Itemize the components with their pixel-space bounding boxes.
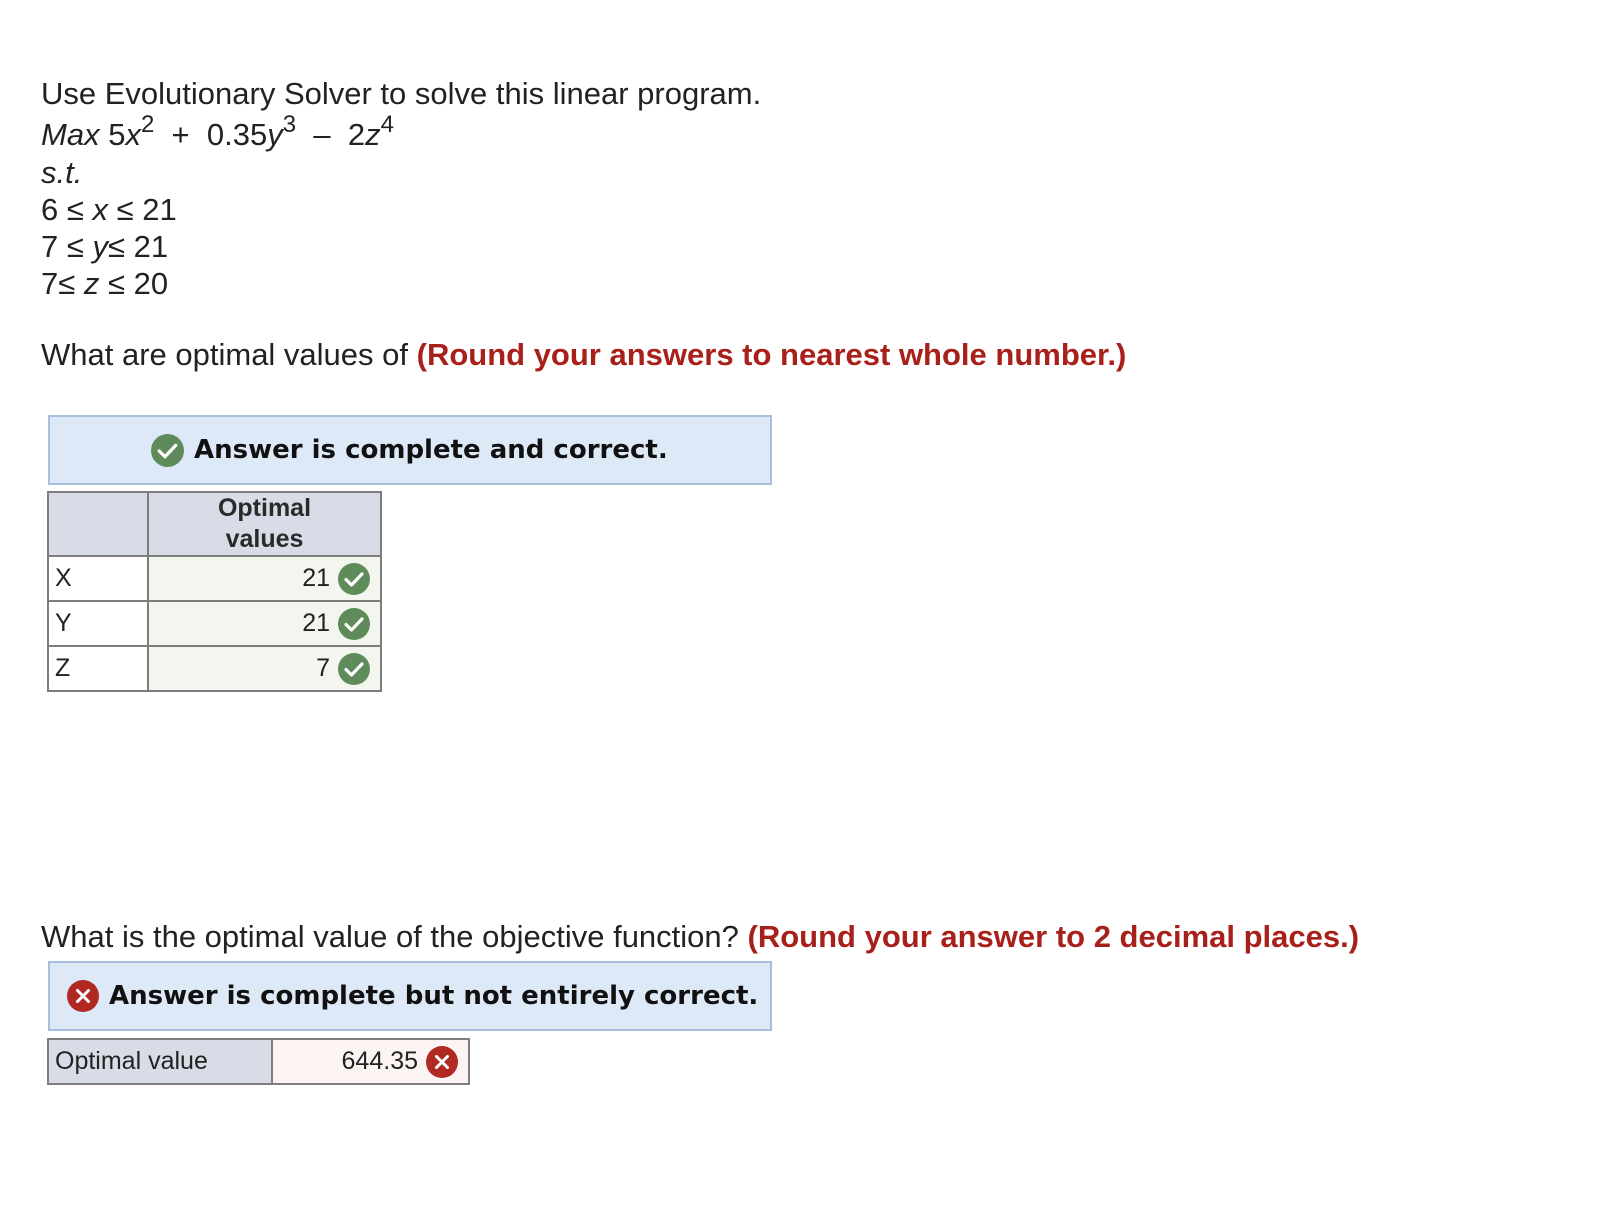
value-cell-y[interactable] (148, 601, 381, 646)
table-corner-cell (48, 492, 148, 556)
operator-plus: + (171, 117, 190, 152)
row-label-z: Z (48, 646, 148, 691)
operator-minus: – (313, 117, 331, 152)
table-row (48, 646, 381, 691)
row-label-y: Y (48, 601, 148, 646)
banner-1-text: Answer is complete and correct. (194, 435, 668, 465)
question-1-hint: (Round your answers to nearest whole number.) (416, 337, 1127, 372)
max-word: Max (41, 117, 100, 152)
question-1 (41, 336, 1126, 374)
result-banner-incorrect (48, 961, 772, 1031)
term-3: $2z^4$ (347, 111, 394, 152)
optimal-value: 644.35 (341, 1047, 418, 1075)
x-circle-icon (67, 980, 99, 1012)
result-banner-correct (48, 415, 772, 485)
check-circle-icon (151, 434, 184, 467)
row-label-x: X (48, 556, 148, 601)
value-x: 21 (302, 564, 330, 592)
objective-value-table (47, 1038, 470, 1085)
constraint-y: 7 ≤ y≤ 21 (41, 229, 169, 264)
term-2: $0.35y^3$ (206, 111, 297, 152)
table-row (48, 556, 381, 601)
value-z: 7 (316, 654, 330, 682)
optimal-values-table (47, 491, 382, 692)
subject-to-label: s.t. (41, 155, 83, 190)
problem-instruction: Use Evolutionary Solver to solve this linear program. (41, 76, 762, 111)
optimal-values-header: Optimal values (148, 492, 381, 556)
x-circle-icon (426, 1046, 458, 1078)
value-y: 21 (302, 609, 330, 637)
question-2-text: What is the optimal value of the objective function? (41, 919, 748, 954)
banner-2-text: Answer is complete but not entirely correct. (109, 981, 759, 1011)
question-1-text: What are optimal values of (41, 337, 417, 372)
check-circle-icon (338, 653, 370, 685)
table-row (48, 1039, 469, 1084)
question-2 (41, 918, 1359, 956)
term-1: $5x^2$ (108, 111, 155, 152)
value-cell-x[interactable] (148, 556, 381, 601)
check-circle-icon (338, 608, 370, 640)
value-cell-z[interactable] (148, 646, 381, 691)
check-circle-icon (338, 563, 370, 595)
optimal-value-cell[interactable] (272, 1039, 469, 1084)
table-row (48, 601, 381, 646)
optimal-value-label: Optimal value (48, 1039, 272, 1084)
constraint-x: 6 ≤ x ≤ 21 (41, 192, 177, 227)
constraint-z: 7≤ z ≤ 20 (41, 266, 169, 301)
question-2-hint: (Round your answer to 2 decimal places.) (747, 919, 1360, 954)
objective-function (41, 111, 394, 154)
